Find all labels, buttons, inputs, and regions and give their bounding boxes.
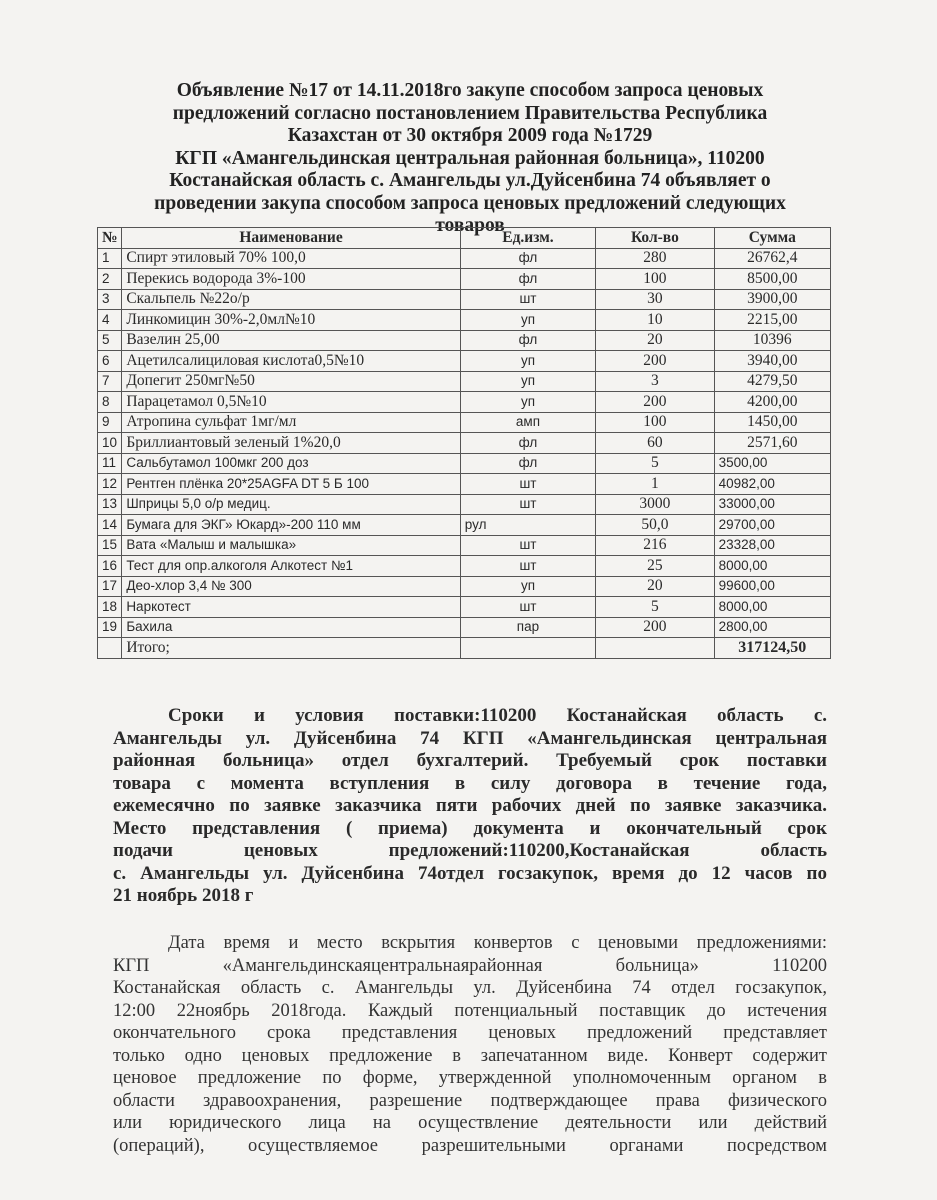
item-name: Допегит 250мг№50 bbox=[122, 371, 460, 392]
paragraph-line: КГП «Амангельдинскаяцентральнаярайонная больница» 110200 bbox=[113, 955, 827, 976]
item-name: Ацетилсалициловая кислота0,5№10 bbox=[122, 351, 460, 372]
item-sum: 2800,00 bbox=[714, 617, 830, 638]
total-number-cell bbox=[98, 638, 122, 659]
paragraph-line: или юридического лица на осуществление деятельности или действий bbox=[113, 1113, 827, 1133]
paragraph-line: Место представления ( приема) документа и окончательный срок bbox=[113, 817, 827, 839]
header-name: Наименование bbox=[122, 228, 460, 249]
paragraph-line: с. Амангельды ул. Дуйсенбина 74отдел госзакупок, время до 12 часов по bbox=[113, 862, 827, 884]
table-row bbox=[98, 494, 831, 515]
item-quantity: 25 bbox=[596, 556, 714, 577]
goods-table bbox=[97, 227, 831, 659]
row-number: 6 bbox=[98, 351, 122, 372]
total-unit-cell bbox=[460, 638, 595, 659]
heading-line: Костанайская область с. Амангельды ул.Дуйсенбина 74 объявляет о bbox=[169, 170, 771, 191]
item-unit: шт bbox=[460, 289, 595, 310]
table-row bbox=[98, 556, 831, 577]
paragraph-line: области здравоохранения, разрешение подтверждающее права физического bbox=[113, 1090, 827, 1111]
item-sum: 4279,50 bbox=[714, 371, 830, 392]
item-quantity: 200 bbox=[596, 617, 714, 638]
item-sum: 4200,00 bbox=[714, 392, 830, 413]
table-row bbox=[98, 535, 831, 556]
row-number: 18 bbox=[98, 597, 122, 618]
item-sum: 40982,00 bbox=[714, 474, 830, 495]
paragraph-line: Амангельды ул. Дуйсенбина 74 КГП «Амангельдинская центральная bbox=[113, 727, 827, 749]
table-row bbox=[98, 597, 831, 618]
item-unit: шт bbox=[460, 535, 595, 556]
item-unit: фл bbox=[460, 248, 595, 269]
table-row bbox=[98, 515, 831, 536]
paragraph-line: Костанайская область с. Амангельды ул. Дуйсенбина 74 отдел госзакупок, bbox=[113, 978, 827, 998]
item-name: Спирт этиловый 70% 100,0 bbox=[122, 248, 460, 269]
item-name: Линкомицин 30%-2,0мл№10 bbox=[122, 310, 460, 331]
item-quantity: 50,0 bbox=[596, 515, 714, 536]
table-row bbox=[98, 330, 831, 351]
item-quantity: 5 bbox=[596, 597, 714, 618]
item-quantity: 200 bbox=[596, 392, 714, 413]
total-sum: 317124,50 bbox=[714, 638, 830, 659]
paragraph-line: подачи ценовых предложений:110200,Костанайская область bbox=[113, 840, 827, 861]
item-quantity: 3 bbox=[596, 371, 714, 392]
item-quantity: 30 bbox=[596, 289, 714, 310]
item-unit: шт bbox=[460, 556, 595, 577]
item-name: Парацетамол 0,5№10 bbox=[122, 392, 460, 413]
paragraph-line: 21 ноябрь 2018 г bbox=[113, 885, 254, 906]
item-unit: уп bbox=[460, 310, 595, 331]
header-number: № bbox=[98, 228, 122, 249]
item-sum: 8000,00 bbox=[714, 556, 830, 577]
row-number: 11 bbox=[98, 453, 122, 474]
paragraph-line: товара с момента вступления в силу договора в течение года, bbox=[113, 772, 827, 794]
item-quantity: 200 bbox=[596, 351, 714, 372]
row-number: 16 bbox=[98, 556, 122, 577]
item-name: Бахила bbox=[122, 617, 460, 638]
item-unit: фл bbox=[460, 269, 595, 290]
row-number: 8 bbox=[98, 392, 122, 413]
heading-line: товаров bbox=[435, 215, 505, 236]
item-quantity: 100 bbox=[596, 269, 714, 290]
delivery-terms-paragraph bbox=[113, 705, 827, 908]
item-name: Вазелин 25,00 bbox=[122, 330, 460, 351]
table-row bbox=[98, 433, 831, 454]
row-number: 13 bbox=[98, 494, 122, 515]
item-sum: 23328,00 bbox=[714, 535, 830, 556]
item-quantity: 3000 bbox=[596, 494, 714, 515]
item-name: Вата «Малыш и малышка» bbox=[122, 535, 460, 556]
table-row bbox=[98, 289, 831, 310]
item-quantity: 20 bbox=[596, 576, 714, 597]
heading-line: проведении закупа способом запроса ценовых предложений следующих bbox=[154, 192, 786, 214]
item-sum: 3900,00 bbox=[714, 289, 830, 310]
item-sum: 33000,00 bbox=[714, 494, 830, 515]
paragraph-line: ценовое предложение по форме, утвержденной уполномоченным органом в bbox=[113, 1068, 827, 1088]
header-sum: Сумма bbox=[714, 228, 830, 249]
item-name: Бумага для ЭКГ» Юкард»-200 110 мм bbox=[122, 515, 460, 536]
total-qty-cell bbox=[596, 638, 714, 659]
row-number: 7 bbox=[98, 371, 122, 392]
table-row bbox=[98, 392, 831, 413]
paragraph-line: Сроки и условия поставки:110200 Костанайская область с. bbox=[168, 705, 827, 726]
envelope-opening-paragraph bbox=[113, 932, 827, 1157]
paragraph-line: районная больница» отдел бухгалтерий. Требуемый срок поставки bbox=[113, 750, 827, 771]
table-row bbox=[98, 474, 831, 495]
item-sum: 99600,00 bbox=[714, 576, 830, 597]
item-sum: 26762,4 bbox=[714, 248, 830, 269]
paragraph-line: (операций), осуществляемое разрешительными органами посредством bbox=[113, 1135, 827, 1156]
item-sum: 10396 bbox=[714, 330, 830, 351]
paragraph-line: Дата время и место вскрытия конвертов с ценовыми предложениями: bbox=[168, 933, 827, 953]
item-quantity: 5 bbox=[596, 453, 714, 474]
item-unit: уп bbox=[460, 351, 595, 372]
item-unit: фл bbox=[460, 453, 595, 474]
item-sum: 3500,00 bbox=[714, 453, 830, 474]
item-unit: фл bbox=[460, 433, 595, 454]
item-quantity: 60 bbox=[596, 433, 714, 454]
row-number: 2 bbox=[98, 269, 122, 290]
item-unit: рул bbox=[460, 515, 595, 536]
item-sum: 8500,00 bbox=[714, 269, 830, 290]
paragraph-line: 12:00 22ноябрь 2018года. Каждый потенциальный поставщик до истечения bbox=[113, 1000, 827, 1021]
item-quantity: 280 bbox=[596, 248, 714, 269]
row-number: 10 bbox=[98, 433, 122, 454]
table-row bbox=[98, 412, 831, 433]
row-number: 3 bbox=[98, 289, 122, 310]
item-unit: шт bbox=[460, 474, 595, 495]
item-sum: 2571,60 bbox=[714, 433, 830, 454]
heading-line: предложений согласно постановлением Правительства Республика bbox=[172, 102, 768, 124]
table-row bbox=[98, 310, 831, 331]
row-number: 17 bbox=[98, 576, 122, 597]
header-quantity: Кол-во bbox=[596, 228, 714, 249]
item-quantity: 1 bbox=[596, 474, 714, 495]
header-unit: Ед.изм. bbox=[460, 228, 595, 249]
item-name: Скальпель №22о/р bbox=[122, 289, 460, 310]
item-unit: уп bbox=[460, 392, 595, 413]
heading-line: Казахстан от 30 октября 2009 года №1729 bbox=[287, 125, 653, 146]
item-name: Атропина сульфат 1мг/мл bbox=[122, 412, 460, 433]
item-name: Бриллиантовый зеленый 1%20,0 bbox=[122, 433, 460, 454]
row-number: 9 bbox=[98, 412, 122, 433]
table-row bbox=[98, 269, 831, 290]
total-label: Итого; bbox=[122, 638, 460, 659]
item-name: Тест для опр.алкоголя Алкотест №1 bbox=[122, 556, 460, 577]
item-unit: пар bbox=[460, 617, 595, 638]
heading-line: КГП «Амангельдинская центральная районная больница», 110200 bbox=[175, 147, 765, 169]
item-sum: 2215,00 bbox=[714, 310, 830, 331]
item-unit: шт bbox=[460, 597, 595, 618]
table-row bbox=[98, 617, 831, 638]
row-number: 15 bbox=[98, 535, 122, 556]
item-name: Сальбутамол 100мкг 200 доз bbox=[122, 453, 460, 474]
row-number: 1 bbox=[98, 248, 122, 269]
item-unit: фл bbox=[460, 330, 595, 351]
table-total-row bbox=[98, 638, 831, 659]
item-unit: шт bbox=[460, 494, 595, 515]
item-sum: 29700,00 bbox=[714, 515, 830, 536]
item-name: Део-хлор 3,4 № 300 bbox=[122, 576, 460, 597]
row-number: 4 bbox=[98, 310, 122, 331]
table-row bbox=[98, 576, 831, 597]
heading-line: Объявление №17 от 14.11.2018го закупе способом запроса ценовых bbox=[176, 80, 764, 101]
item-name: Шприцы 5,0 о/р медиц. bbox=[122, 494, 460, 515]
announcement-heading bbox=[100, 80, 840, 238]
item-sum: 8000,00 bbox=[714, 597, 830, 618]
paragraph-line: ежемесячно по заявке заказчика пяти рабочих дней по заявке заказчика. bbox=[113, 795, 827, 816]
row-number: 19 bbox=[98, 617, 122, 638]
table-row bbox=[98, 248, 831, 269]
table-row bbox=[98, 371, 831, 392]
item-unit: уп bbox=[460, 576, 595, 597]
table-header-row bbox=[98, 228, 831, 249]
item-sum: 1450,00 bbox=[714, 412, 830, 433]
item-quantity: 216 bbox=[596, 535, 714, 556]
table-row bbox=[98, 453, 831, 474]
row-number: 14 bbox=[98, 515, 122, 536]
item-sum: 3940,00 bbox=[714, 351, 830, 372]
item-name: Наркотест bbox=[122, 597, 460, 618]
row-number: 12 bbox=[98, 474, 122, 495]
table-row bbox=[98, 351, 831, 372]
item-quantity: 20 bbox=[596, 330, 714, 351]
row-number: 5 bbox=[98, 330, 122, 351]
item-unit: амп bbox=[460, 412, 595, 433]
item-quantity: 100 bbox=[596, 412, 714, 433]
item-name: Рентген плёнка 20*25AGFA DT 5 Б 100 bbox=[122, 474, 460, 495]
paragraph-line: окончательного срока представления ценовых предложений представляет bbox=[113, 1023, 827, 1043]
item-name: Перекись водорода 3%-100 bbox=[122, 269, 460, 290]
item-unit: уп bbox=[460, 371, 595, 392]
paragraph-line: только одно ценовых предложение в запечатанном виде. Конверт содержит bbox=[113, 1045, 827, 1066]
item-quantity: 10 bbox=[596, 310, 714, 331]
